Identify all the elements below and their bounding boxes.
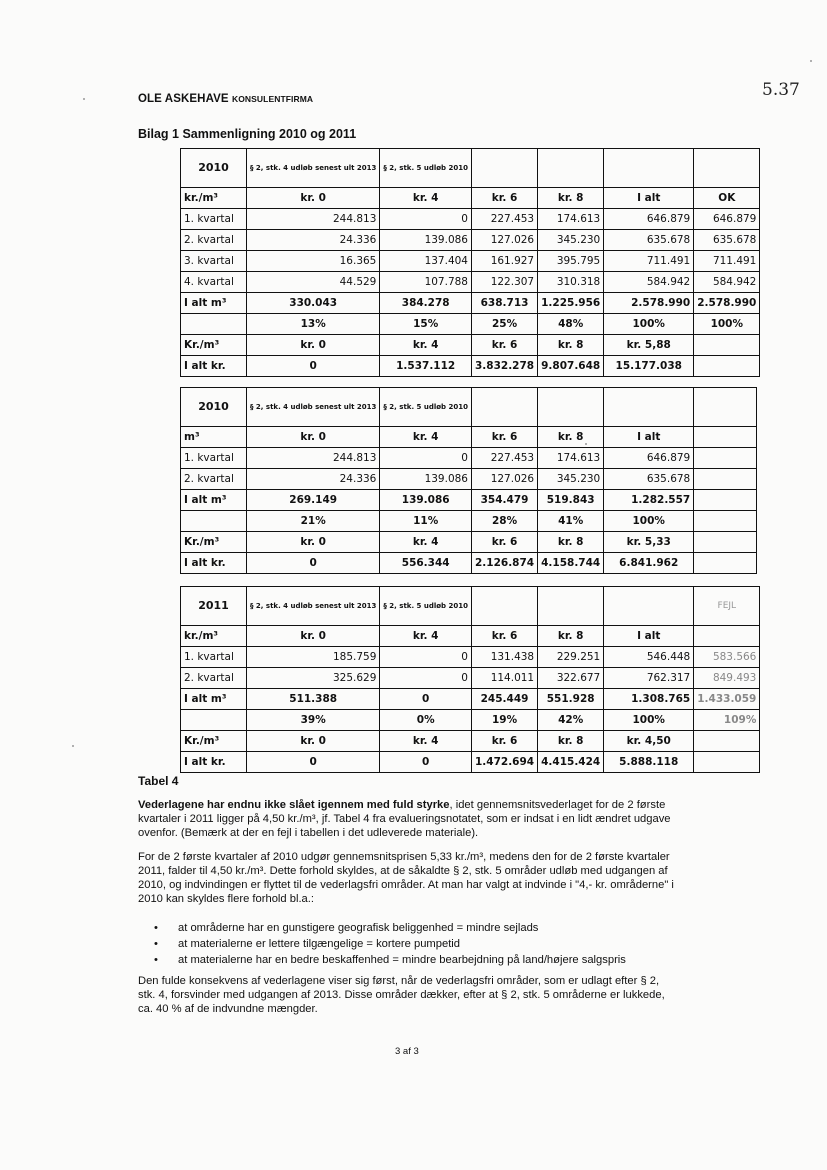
list-item — [152, 920, 626, 936]
table-cell: 646.879 — [604, 209, 694, 230]
table-cell: 100% — [694, 314, 760, 335]
table-cell: 1.225.956 — [538, 293, 604, 314]
table-caption: Tabel 4 — [138, 774, 179, 788]
table-cell: 0 — [380, 448, 472, 469]
table-row — [181, 553, 757, 574]
table-cell: 48% — [538, 314, 604, 335]
table-cell: 0 — [380, 752, 472, 773]
table-row — [181, 490, 757, 511]
table-cell — [694, 731, 760, 752]
reason-list — [152, 920, 626, 968]
table-cell: kr. 5,33 — [604, 532, 694, 553]
paragraph-1-rest: , idet gennemsnitsvederlaget for de 2 første kvartaler i 2011 ligger på 4,50 kr./m³, jf. Tabel 4 fra evalueringsnotatet, som er indsat i en lidt ændret udgave ovenfor. (Bemærk at der en fejl i tabellen i det udleverede materiale). — [138, 799, 671, 839]
document-title: Bilag 1 Sammenligning 2010 og 2011 — [138, 127, 357, 141]
row-label: 1. kvartal — [181, 647, 247, 668]
table-cell: 122.307 — [471, 272, 537, 293]
table-cell: 100% — [604, 511, 694, 532]
table-cell: 354.479 — [471, 490, 537, 511]
table-cell: 4.158.744 — [538, 553, 604, 574]
table-cell: 269.149 — [247, 490, 380, 511]
list-item — [152, 936, 626, 952]
table-cell: 345.230 — [538, 230, 604, 251]
table-cell: kr. 4,50 — [604, 731, 694, 752]
column-header: § 2, stk. 5 udløb 2010 — [380, 388, 472, 427]
row-label: 2. kvartal — [181, 668, 247, 689]
table-cell: 227.453 — [471, 209, 537, 230]
table-cell — [694, 469, 757, 490]
column-header: § 2, stk. 4 udløb senest ult 2013 — [247, 587, 380, 626]
paragraph-1-bold: Vederlagene har endnu ikke slået igennem med fuld styrke — [138, 799, 450, 811]
table-cell: 584.942 — [604, 272, 694, 293]
table-cell: 24.336 — [247, 230, 380, 251]
row-label: 4. kvartal — [181, 272, 247, 293]
row-label: 2. kvartal — [181, 469, 247, 490]
table-row — [181, 532, 757, 553]
table-cell: 139.086 — [380, 469, 472, 490]
table-cell: 39% — [247, 710, 380, 731]
column-header — [604, 388, 694, 427]
bullet-icon: • — [154, 922, 158, 934]
table-cell: 1.537.112 — [380, 356, 472, 377]
table-cell: 762.317 — [604, 668, 694, 689]
table-cell: 1.308.765 — [604, 689, 694, 710]
table-cell: 330.043 — [247, 293, 380, 314]
table-row — [181, 469, 757, 490]
table-row — [181, 335, 760, 356]
bullet-icon: • — [154, 938, 158, 950]
table-year: 2010 — [181, 388, 247, 427]
table-cell: kr. 0 — [247, 427, 380, 448]
row-label: I alt m³ — [181, 490, 247, 511]
column-header — [694, 149, 760, 188]
row-label: I alt m³ — [181, 293, 247, 314]
table-cell: I alt — [604, 427, 694, 448]
table-cell: kr. 4 — [380, 731, 472, 752]
row-label: I alt m³ — [181, 689, 247, 710]
table-cell: 1.282.557 — [604, 490, 694, 511]
table-cell: 174.613 — [538, 209, 604, 230]
row-label: I alt kr. — [181, 356, 247, 377]
table-cell: kr. 4 — [380, 427, 472, 448]
table-cell: 3.832.278 — [471, 356, 537, 377]
table-cell: 322.677 — [538, 668, 604, 689]
table-row — [181, 293, 760, 314]
table-cell: kr. 6 — [471, 532, 537, 553]
column-header — [471, 587, 537, 626]
row-label: Kr./m³ — [181, 731, 247, 752]
table-cell: 100% — [604, 710, 694, 731]
table-cell: 41% — [538, 511, 604, 532]
table-cell: 161.927 — [471, 251, 537, 272]
table-cell: 42% — [538, 710, 604, 731]
table-row — [181, 731, 760, 752]
table-cell: 109% — [694, 710, 760, 731]
row-label: I alt kr. — [181, 752, 247, 773]
table-cell: 2.578.990 — [694, 293, 760, 314]
table-cell: 28% — [471, 511, 537, 532]
table-cell: kr. 4 — [380, 188, 472, 209]
table-cell: 9.807.648 — [538, 356, 604, 377]
table-cell: 511.388 — [247, 689, 380, 710]
table-cell: kr. 6 — [471, 427, 537, 448]
comparison-table-2010-full — [180, 148, 760, 377]
table-cell: kr. 8 — [538, 335, 604, 356]
table-cell: kr. 8 — [538, 188, 604, 209]
handwritten-page-code: 5.37 — [762, 80, 800, 100]
table-cell — [694, 532, 757, 553]
table-row — [181, 647, 760, 668]
row-label: m³ — [181, 427, 247, 448]
table-cell: 345.230 — [538, 469, 604, 490]
table-row — [181, 251, 760, 272]
table-cell: kr. 8 — [538, 532, 604, 553]
table-cell: 13% — [247, 314, 380, 335]
table-row — [181, 209, 760, 230]
page-footer: 3 af 3 — [395, 1046, 419, 1057]
column-header: FEJL — [694, 587, 760, 626]
table-header-row — [181, 149, 760, 188]
table-cell: kr. 6 — [471, 731, 537, 752]
table-cell: 0 — [380, 668, 472, 689]
table-cell: 107.788 — [380, 272, 472, 293]
table-cell: kr. 4 — [380, 335, 472, 356]
table-cell: 100% — [604, 314, 694, 335]
table-cell: 556.344 — [380, 553, 472, 574]
table-cell — [694, 448, 757, 469]
table-row — [181, 626, 760, 647]
table-cell: kr. 0 — [247, 335, 380, 356]
row-label — [181, 710, 247, 731]
paragraph-2: For de 2 første kvartaler af 2010 udgør gennemsnitsprisen 5,33 kr./m³, medens den for de 2 første kvartaler 2011, falder til 4,50 kr./m³. Dette forhold skyldes, at de såkaldte § 2, stk. 5 områder udløb med udgangen af 2010, og indvindingen er flyttet til de vederlagsfri områder. At man har valgt at indvinde i "4,- kr. områderne" i 2010 kan skyldes flere forhold bl.a.: — [138, 851, 674, 905]
list-item-text: at materialerne har en bedre beskaffenhed = mindre bearbejdning på land/højere salgspris — [178, 954, 626, 966]
table-cell: 15% — [380, 314, 472, 335]
table-cell — [694, 511, 757, 532]
table-cell: 174.613 — [538, 448, 604, 469]
table-cell: 646.879 — [604, 448, 694, 469]
bullet-icon: • — [154, 954, 158, 966]
table-cell: 245.449 — [471, 689, 537, 710]
table-row — [181, 752, 760, 773]
table-cell: 2.578.990 — [604, 293, 694, 314]
row-label — [181, 314, 247, 335]
table-cell: 5.888.118 — [604, 752, 694, 773]
table-cell: 0 — [247, 356, 380, 377]
table-cell: kr. 0 — [247, 532, 380, 553]
paragraph-3: Den fulde konsekvens af vederlagene viser sig først, når de vederlagsfri områder, som er udlagt efter § 2, stk. 4, forsvinder med udgangen af 2013. Disse områder dækker, efter at § 2, stk. 5 områderne er lukkede, ca. 40 % af de indvundne mængder. — [138, 975, 665, 1015]
table-cell: OK — [694, 188, 760, 209]
table-cell: kr. 4 — [380, 626, 472, 647]
table-cell: kr. 5,88 — [604, 335, 694, 356]
table-cell: 0 — [380, 689, 472, 710]
table-cell: kr. 6 — [471, 335, 537, 356]
column-header — [604, 587, 694, 626]
column-header — [538, 149, 604, 188]
paragraph-1 — [138, 798, 678, 840]
table-cell: 0 — [380, 209, 472, 230]
table-cell: 584.942 — [694, 272, 760, 293]
table-cell: 635.678 — [604, 469, 694, 490]
table-cell: 0% — [380, 710, 472, 731]
table-cell: 15.177.038 — [604, 356, 694, 377]
column-header — [538, 587, 604, 626]
table-cell: kr. 0 — [247, 188, 380, 209]
table-row — [181, 668, 760, 689]
table-cell — [694, 356, 760, 377]
table-cell — [694, 626, 760, 647]
table-cell: 1.433.059 — [694, 689, 760, 710]
table-row — [181, 511, 757, 532]
column-header — [604, 149, 694, 188]
table-cell: kr. 4 — [380, 532, 472, 553]
table-cell: 519.843 — [538, 490, 604, 511]
table-cell: 185.759 — [247, 647, 380, 668]
table-cell: 310.318 — [538, 272, 604, 293]
table-cell: 16.365 — [247, 251, 380, 272]
table-cell: kr. 6 — [471, 188, 537, 209]
row-label: kr./m³ — [181, 626, 247, 647]
table-cell: 638.713 — [471, 293, 537, 314]
table-cell: kr. 8 — [538, 427, 604, 448]
row-label: 1. kvartal — [181, 209, 247, 230]
table-cell: 849.493 — [694, 668, 760, 689]
table-row — [181, 427, 757, 448]
scan-speck — [72, 745, 74, 747]
scan-speck — [810, 60, 812, 62]
column-header: § 2, stk. 5 udløb 2010 — [380, 149, 472, 188]
table-cell — [694, 427, 757, 448]
company-header — [138, 93, 313, 105]
table-cell: 131.438 — [471, 647, 537, 668]
table-cell: 114.011 — [471, 668, 537, 689]
table-cell: 229.251 — [538, 647, 604, 668]
table-row — [181, 272, 760, 293]
row-label: 3. kvartal — [181, 251, 247, 272]
table-cell — [694, 553, 757, 574]
table-year: 2011 — [181, 587, 247, 626]
table-cell: 4.415.424 — [538, 752, 604, 773]
table-cell: 551.928 — [538, 689, 604, 710]
table-row — [181, 188, 760, 209]
company-suffix: KONSULENTFIRMA — [231, 94, 314, 104]
table-header-row — [181, 388, 757, 427]
table-cell — [694, 490, 757, 511]
table-cell: 2.126.874 — [471, 553, 537, 574]
table-cell: 19% — [471, 710, 537, 731]
table-cell: 384.278 — [380, 293, 472, 314]
table-cell: 711.491 — [604, 251, 694, 272]
comparison-table-2010-h1 — [180, 387, 757, 574]
table-cell: 711.491 — [694, 251, 760, 272]
table-cell: 635.678 — [604, 230, 694, 251]
row-label: I alt kr. — [181, 553, 247, 574]
table-cell: 21% — [247, 511, 380, 532]
table-year: 2010 — [181, 149, 247, 188]
scan-speck — [83, 98, 85, 100]
row-label: kr./m³ — [181, 188, 247, 209]
table-cell: 244.813 — [247, 209, 380, 230]
table-row — [181, 356, 760, 377]
table-cell: 11% — [380, 511, 472, 532]
table-cell: 0 — [380, 647, 472, 668]
table-cell: 583.566 — [694, 647, 760, 668]
table-cell: kr. 0 — [247, 731, 380, 752]
table-row — [181, 314, 760, 335]
table-cell: 0 — [247, 553, 380, 574]
table-row — [181, 448, 757, 469]
row-label: 2. kvartal — [181, 230, 247, 251]
table-cell: 6.841.962 — [604, 553, 694, 574]
table-row — [181, 230, 760, 251]
table-cell — [694, 752, 760, 773]
row-label — [181, 511, 247, 532]
table-row — [181, 710, 760, 731]
column-header: § 2, stk. 5 udløb 2010 — [380, 587, 472, 626]
table-cell: kr. 8 — [538, 626, 604, 647]
list-item-text: at områderne har en gunstigere geografisk beliggenhed = mindre sejlads — [178, 922, 539, 934]
column-header: § 2, stk. 4 udløb senest ult 2013 — [247, 388, 380, 427]
table-cell: 25% — [471, 314, 537, 335]
table-cell: I alt — [604, 626, 694, 647]
table-cell — [694, 335, 760, 356]
column-header — [471, 388, 537, 427]
scan-speck — [585, 443, 587, 445]
table-cell: I alt — [604, 188, 694, 209]
table-header-row — [181, 587, 760, 626]
table-cell: kr. 0 — [247, 626, 380, 647]
table-cell: 646.879 — [694, 209, 760, 230]
table-cell: 227.453 — [471, 448, 537, 469]
row-label: Kr./m³ — [181, 532, 247, 553]
comparison-table-2011-h1 — [180, 586, 760, 773]
company-name: OLE ASKEHAVE — [138, 93, 229, 105]
column-header — [538, 388, 604, 427]
table-cell: 24.336 — [247, 469, 380, 490]
row-label: 1. kvartal — [181, 448, 247, 469]
table-cell: 127.026 — [471, 469, 537, 490]
table-cell: 0 — [247, 752, 380, 773]
table-cell: kr. 8 — [538, 731, 604, 752]
list-item — [152, 952, 626, 968]
table-cell: 546.448 — [604, 647, 694, 668]
row-label: Kr./m³ — [181, 335, 247, 356]
table-row — [181, 689, 760, 710]
table-cell: 139.086 — [380, 490, 472, 511]
table-cell: 635.678 — [694, 230, 760, 251]
table-cell: 139.086 — [380, 230, 472, 251]
table-cell: 44.529 — [247, 272, 380, 293]
table-cell: 137.404 — [380, 251, 472, 272]
table-cell: kr. 6 — [471, 626, 537, 647]
column-header: § 2, stk. 4 udløb senest ult 2013 — [247, 149, 380, 188]
table-cell: 325.629 — [247, 668, 380, 689]
list-item-text: at materialerne er lettere tilgængelige = kortere pumpetid — [178, 938, 461, 950]
column-header — [471, 149, 537, 188]
table-cell: 127.026 — [471, 230, 537, 251]
table-cell: 395.795 — [538, 251, 604, 272]
table-cell: 244.813 — [247, 448, 380, 469]
column-header — [694, 388, 757, 427]
table-cell: 1.472.694 — [471, 752, 537, 773]
